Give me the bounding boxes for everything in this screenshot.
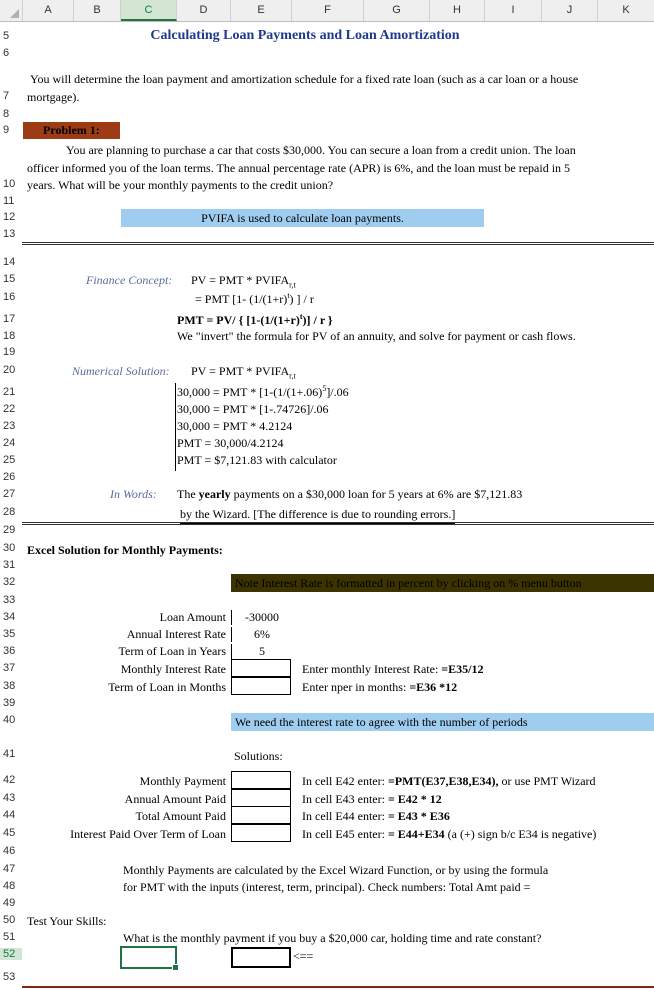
row-header[interactable]: 26 <box>3 471 16 483</box>
column-header-j[interactable]: J <box>542 0 598 21</box>
monthly-rate-input[interactable] <box>231 659 291 677</box>
monthly-payment-label: Monthly Payment <box>139 774 226 788</box>
row-header[interactable]: 51 <box>3 931 16 943</box>
row-header[interactable]: 25 <box>3 454 16 466</box>
wizard-line-1: Monthly Payments are calculated by the Excel Wizard Function, or by using the formula <box>123 863 549 877</box>
monthly-payment-hint-formula: =PMT(E37,E38,E34), <box>387 774 499 788</box>
row-header[interactable]: 12 <box>3 211 16 223</box>
term-months-hint-text: Enter nper in months: <box>302 680 407 694</box>
finance-concept-label: Finance Concept: <box>86 273 173 287</box>
select-all-corner[interactable] <box>0 0 23 21</box>
row-header[interactable]: 5 <box>3 30 10 42</box>
fc-line-3-text: PMT = PV/ { [1-(1/(1+r) <box>177 313 300 327</box>
loan-amount-label: Loan Amount <box>159 610 226 624</box>
iw-line-2: by the Wizard. [The difference is due to rounding errors.] <box>180 507 455 524</box>
row-header[interactable]: 9 <box>3 124 10 136</box>
fc-line-1-sub: r,t <box>289 280 296 290</box>
total-paid-hint-formula: = E43 * E36 <box>387 809 450 823</box>
row-header[interactable]: 29 <box>3 524 16 536</box>
total-paid-label: Total Amount Paid <box>135 809 226 823</box>
problem-line-1: You are planning to purchase a car that costs $30,000. You can secure a loan from a credit union. The loan <box>66 143 576 157</box>
row-header[interactable]: 7 <box>3 90 10 102</box>
test-your-skills-label: Test Your Skills: <box>27 914 107 928</box>
annual-rate-label: Annual Interest Rate <box>126 627 226 641</box>
ns-line-1 <box>191 364 296 380</box>
ns-line-6: PMT = $7,121.83 with calculator <box>177 453 337 467</box>
row-header[interactable]: 15 <box>3 273 16 285</box>
row-header[interactable]: 28 <box>3 506 16 518</box>
monthly-payment-hint-tail: or use PMT Wizard <box>501 774 596 788</box>
row-header[interactable]: 39 <box>3 697 16 709</box>
monthly-payment-input[interactable] <box>231 771 291 789</box>
interest-paid-hint-formula: = E44+E34 <box>387 827 445 841</box>
column-header-g[interactable]: G <box>364 0 430 21</box>
ns-line-1-sub: r,t <box>289 371 296 381</box>
row-header[interactable]: 13 <box>3 228 16 240</box>
column-header-a[interactable]: A <box>23 0 74 21</box>
iw-line-1-a: The <box>177 487 196 501</box>
column-header-e[interactable]: E <box>231 0 292 21</box>
annual-paid-label: Annual Amount Paid <box>124 792 226 806</box>
row-header[interactable]: 33 <box>3 594 16 606</box>
row-header[interactable]: 49 <box>3 897 16 909</box>
answer-arrow: <== <box>293 949 314 963</box>
interest-paid-hint <box>302 827 652 842</box>
row-header[interactable]: 23 <box>3 420 16 432</box>
interest-paid-label: Interest Paid Over Term of Loan <box>70 827 226 841</box>
row-header[interactable]: 50 <box>3 914 16 926</box>
ns-line-2-end: ]/.06 <box>326 385 349 399</box>
in-words-label: In Words: <box>110 487 157 501</box>
column-header-i[interactable]: I <box>485 0 542 21</box>
wizard-line-2: for PMT with the inputs (interest, term, principal). Check numbers: Total Amt paid = <box>123 880 531 894</box>
row-header[interactable]: 53 <box>3 971 16 983</box>
numerical-solution-label: Numerical Solution: <box>72 364 170 378</box>
row-header-selected[interactable]: 52 <box>0 948 22 960</box>
column-header-c[interactable]: C <box>121 0 177 21</box>
row-header[interactable]: 27 <box>3 488 16 500</box>
column-header-d[interactable]: D <box>177 0 231 21</box>
problem-label: Problem 1: <box>23 122 120 139</box>
term-months-hint <box>302 680 457 695</box>
row-header[interactable]: 10 <box>3 178 16 190</box>
iw-line-1-b: yearly <box>198 487 231 501</box>
row-header[interactable]: 8 <box>3 108 10 120</box>
term-months-label: Term of Loan in Months <box>108 680 226 694</box>
total-paid-hint <box>302 809 450 824</box>
iw-line-1-c: payments on a $30,000 loan for 5 years at 6% are $7,121.83 <box>233 487 523 501</box>
row-header[interactable]: 21 <box>3 386 16 398</box>
row-header[interactable]: 14 <box>3 256 16 268</box>
total-paid-input[interactable] <box>231 806 291 824</box>
monthly-rate-hint-text: Enter monthly Interest Rate: <box>302 662 439 676</box>
fc-line-4: We "invert" the formula for PV of an annuity, and solve for payment or cash flows. <box>177 329 576 343</box>
row-header[interactable]: 6 <box>3 47 10 59</box>
row-header[interactable]: 44 <box>3 809 16 821</box>
monthly-payment-hint-text: In cell E42 enter: <box>302 774 385 788</box>
row-header[interactable]: 43 <box>3 792 16 804</box>
row-header[interactable]: 18 <box>3 330 16 342</box>
term-months-hint-formula: =E36 *12 <box>409 680 458 694</box>
monthly-payment-hint <box>302 774 652 789</box>
fc-line-1 <box>191 273 296 289</box>
monthly-rate-hint-formula: =E35/12 <box>441 662 484 676</box>
monthly-rate-hint <box>302 662 483 677</box>
fc-line-2 <box>195 291 314 307</box>
ns-line-2-sup: 5 <box>322 384 327 393</box>
term-years-value[interactable]: 5 <box>231 644 292 659</box>
question-text: What is the monthly payment if you buy a $20,000 car, holding time and rate constant? <box>123 931 542 945</box>
row-header[interactable]: 46 <box>3 845 16 857</box>
interest-paid-hint-text: In cell E45 enter: <box>302 827 385 841</box>
row-header[interactable]: 42 <box>3 774 16 786</box>
row-header[interactable]: 22 <box>3 403 16 415</box>
fc-line-3 <box>177 312 333 328</box>
row-header[interactable]: 32 <box>3 576 16 588</box>
iw-line-1 <box>177 487 647 502</box>
fc-line-3-end: )] / r } <box>302 313 333 327</box>
fc-line-1-text: PV = PMT * PVIFA <box>191 273 290 287</box>
fc-line-2-end: ) ] / r <box>289 292 314 306</box>
section-divider <box>22 522 654 525</box>
ns-line-4: 30,000 = PMT * 4.2124 <box>177 419 293 433</box>
note-interest-rate: Note Interest Rate is formatted in percent by clicking on % menu button <box>231 574 654 592</box>
row-header[interactable]: 19 <box>3 346 16 358</box>
ns-line-1-text: PV = PMT * PVIFA <box>191 364 290 378</box>
column-header-h[interactable]: H <box>430 0 485 21</box>
problem-line-3: years. What will be your monthly payments to the credit union? <box>27 178 334 192</box>
total-paid-hint-text: In cell E44 enter: <box>302 809 385 823</box>
row-header[interactable]: 47 <box>3 863 16 875</box>
annual-paid-input[interactable] <box>231 789 291 807</box>
row-header[interactable]: 38 <box>3 680 16 692</box>
intro-line-1: You will determine the loan payment and amortization schedule for a fixed rate loan (such as a car loan or a house <box>30 72 579 86</box>
intro-line-2: mortgage). <box>27 90 80 104</box>
row-header[interactable]: 16 <box>3 291 16 303</box>
row-header[interactable]: 36 <box>3 645 16 657</box>
annual-paid-hint-text: In cell E43 enter: <box>302 792 385 806</box>
problem-line-2: officer informed you of the loan terms. The annual percentage rate (APR) is 6%, and the loan must be repaid in 5 <box>27 161 571 175</box>
loan-amount-value[interactable]: -30000 <box>231 610 292 625</box>
ns-bracket-line <box>175 383 176 471</box>
row-header[interactable]: 35 <box>3 628 16 640</box>
term-months-input[interactable] <box>231 677 291 695</box>
annual-paid-hint-formula: = E42 * 12 <box>387 792 442 806</box>
section-divider <box>22 242 654 245</box>
ns-line-5: PMT = 30,000/4.2124 <box>177 436 284 450</box>
row-header[interactable]: 41 <box>3 748 16 760</box>
agree-note: We need the interest rate to agree with the number of periods <box>231 713 654 731</box>
row-header[interactable]: 40 <box>3 714 16 726</box>
row-header[interactable]: 20 <box>3 364 16 376</box>
term-years-label: Term of Loan in Years <box>118 644 226 658</box>
interest-paid-input[interactable] <box>231 824 291 842</box>
solutions-label: Solutions: <box>234 749 283 763</box>
fc-line-3-sup: t <box>299 312 303 321</box>
row-header[interactable]: 31 <box>3 559 16 571</box>
row-header[interactable]: 34 <box>3 611 16 623</box>
bottom-border <box>22 986 654 988</box>
row-header[interactable]: 48 <box>3 880 16 892</box>
ns-line-2 <box>177 384 349 400</box>
answer-input[interactable] <box>231 947 291 968</box>
row-header[interactable]: 11 <box>3 195 15 207</box>
active-cell-c52[interactable] <box>120 946 177 969</box>
pvifa-note: PVIFA is used to calculate loan payments. <box>121 209 484 227</box>
page-title: Calculating Loan Payments and Loan Amortization <box>150 28 460 43</box>
annual-rate-value[interactable]: 6% <box>231 627 292 642</box>
ns-line-2-text: 30,000 = PMT * [1-(1/(1+.06) <box>177 385 323 399</box>
row-header[interactable]: 37 <box>3 662 16 674</box>
excel-solution-heading: Excel Solution for Monthly Payments: <box>27 543 223 557</box>
annual-paid-hint <box>302 792 442 807</box>
row-header[interactable]: 45 <box>3 827 16 839</box>
row-header[interactable]: 30 <box>3 542 16 554</box>
row-header[interactable]: 17 <box>3 313 16 325</box>
fc-line-2-text: = PMT [1- (1/(1+r) <box>195 292 288 306</box>
row-header[interactable]: 24 <box>3 437 16 449</box>
interest-paid-hint-tail: (a (+) sign b/c E34 is negative) <box>447 827 597 841</box>
column-header-bar <box>0 0 654 22</box>
ns-line-3: 30,000 = PMT * [1-.74726]/.06 <box>177 402 329 416</box>
monthly-rate-label: Monthly Interest Rate <box>120 662 226 676</box>
fc-line-2-sup: t <box>287 291 290 300</box>
column-header-b[interactable]: B <box>74 0 121 21</box>
column-header-k[interactable]: K <box>622 4 630 16</box>
column-header-f[interactable]: F <box>292 0 364 21</box>
